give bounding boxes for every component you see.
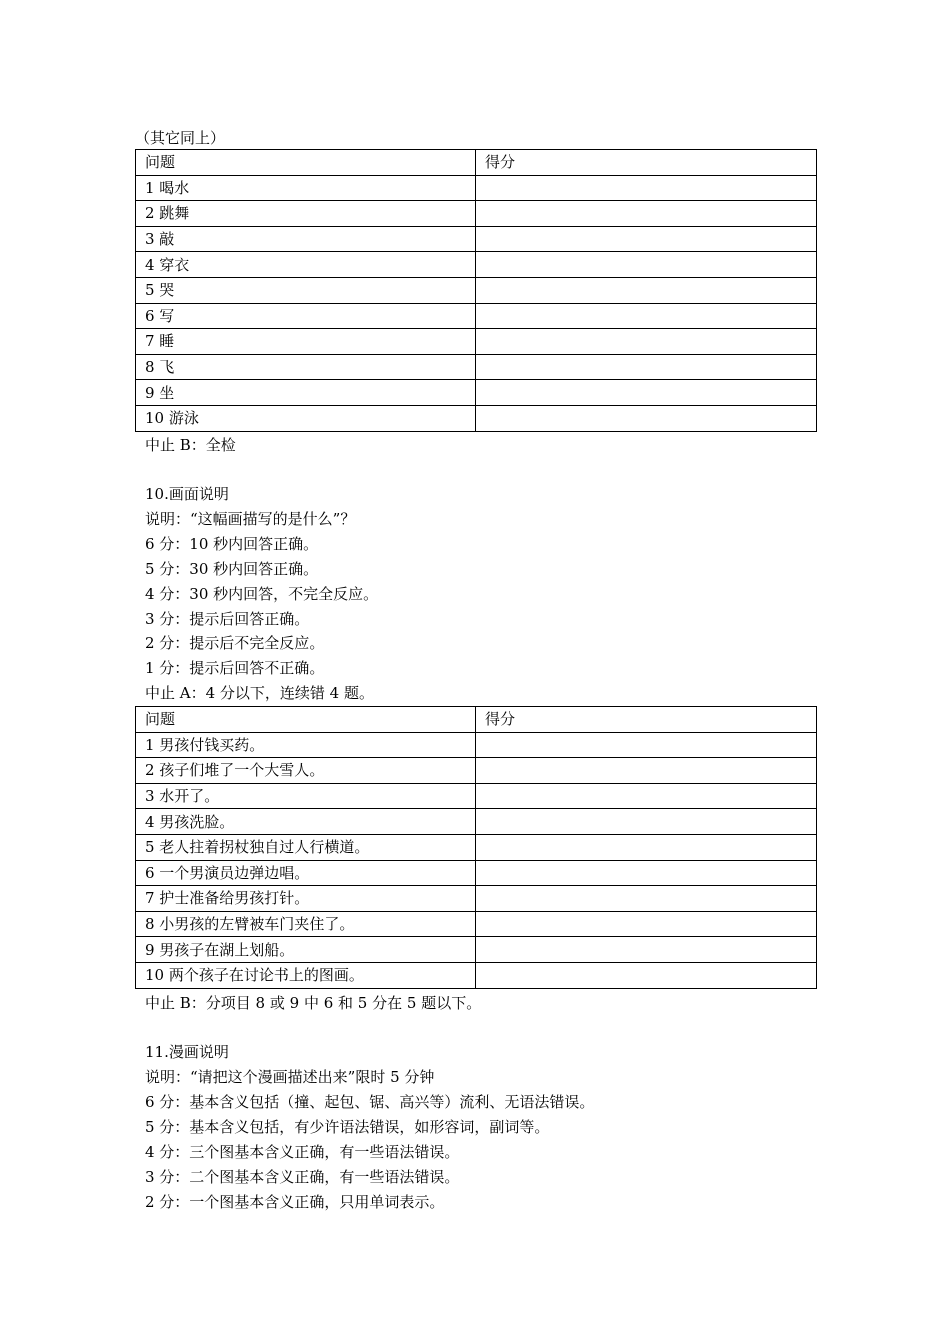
question-cell: 1 喝水 <box>136 175 476 201</box>
section10-stop-a: 中止 A：4 分以下，连续错 4 题。 <box>145 684 374 702</box>
section11-line: 3 分：二个图基本含义正确，有一些语法错误。 <box>145 1168 460 1186</box>
table-row <box>136 783 817 809</box>
header-question: 问题 <box>136 707 476 733</box>
table-header-row <box>136 150 817 176</box>
section10-line: 5 分：30 秒内回答正确。 <box>145 560 319 578</box>
section9-note: （其它同上） <box>135 129 226 147</box>
table-row <box>136 303 817 329</box>
question-cell: 5 哭 <box>136 277 476 303</box>
question-cell: 9 男孩子在湖上划船。 <box>136 937 476 963</box>
section11-title: 11.漫画说明 <box>145 1043 229 1061</box>
question-cell: 6 写 <box>136 303 476 329</box>
question-cell: 8 飞 <box>136 354 476 380</box>
section11-line: 5 分：基本含义包括，有少许语法错误，如形容词，副词等。 <box>145 1118 550 1136</box>
score-cell[interactable] <box>476 937 817 963</box>
question-cell: 3 敲 <box>136 226 476 252</box>
section11-line: 4 分：三个图基本含义正确，有一些语法错误。 <box>145 1143 460 1161</box>
table-row <box>136 380 817 406</box>
section10-stop-b: 中止 B：分项目 8 或 9 中 6 和 5 分在 5 题以下。 <box>145 994 482 1012</box>
score-cell[interactable] <box>476 732 817 758</box>
table-row <box>136 886 817 912</box>
section10-line: 说明：“这幅画描写的是什么”？ <box>145 510 356 528</box>
question-cell: 7 睡 <box>136 329 476 355</box>
table-row <box>136 329 817 355</box>
question-cell: 3 水开了。 <box>136 783 476 809</box>
score-cell[interactable] <box>476 911 817 937</box>
table-row <box>136 201 817 227</box>
question-cell: 4 穿衣 <box>136 252 476 278</box>
question-cell: 4 男孩洗脸。 <box>136 809 476 835</box>
score-cell[interactable] <box>476 405 817 431</box>
section10-line: 1 分：提示后回答不正确。 <box>145 659 325 677</box>
table-row <box>136 860 817 886</box>
section9-score-table <box>135 149 817 432</box>
section9-stop-b: 中止 B：全检 <box>145 436 236 454</box>
score-cell[interactable] <box>476 354 817 380</box>
table-row <box>136 252 817 278</box>
header-question: 问题 <box>136 150 476 176</box>
score-cell[interactable] <box>476 175 817 201</box>
score-cell[interactable] <box>476 962 817 988</box>
question-cell: 7 护士准备给男孩打针。 <box>136 886 476 912</box>
question-cell: 8 小男孩的左臂被车门夹住了。 <box>136 911 476 937</box>
section10-line: 3 分：提示后回答正确。 <box>145 610 310 628</box>
score-cell[interactable] <box>476 329 817 355</box>
table-row <box>136 834 817 860</box>
table-row <box>136 226 817 252</box>
table-row <box>136 354 817 380</box>
table-row <box>136 911 817 937</box>
score-cell[interactable] <box>476 758 817 784</box>
score-cell[interactable] <box>476 201 817 227</box>
question-cell: 10 两个孩子在讨论书上的图画。 <box>136 962 476 988</box>
score-cell[interactable] <box>476 303 817 329</box>
section10-score-table <box>135 706 817 989</box>
header-score: 得分 <box>476 707 817 733</box>
table-row <box>136 809 817 835</box>
table-row <box>136 962 817 988</box>
score-cell[interactable] <box>476 226 817 252</box>
table-row <box>136 732 817 758</box>
table-row <box>136 175 817 201</box>
section11-line: 2 分：一个图基本含义正确，只用单词表示。 <box>145 1193 445 1211</box>
score-cell[interactable] <box>476 380 817 406</box>
table-row <box>136 277 817 303</box>
section10-line: 4 分：30 秒内回答，不完全反应。 <box>145 585 379 603</box>
question-cell: 6 一个男演员边弹边唱。 <box>136 860 476 886</box>
section11-line: 说明：“请把这个漫画描述出来”限时 5 分钟 <box>145 1068 435 1086</box>
table-row <box>136 405 817 431</box>
score-cell[interactable] <box>476 277 817 303</box>
section10-title: 10.画面说明 <box>145 485 229 503</box>
question-cell: 2 跳舞 <box>136 201 476 227</box>
table-row <box>136 937 817 963</box>
question-cell: 2 孩子们堆了一个大雪人。 <box>136 758 476 784</box>
score-cell[interactable] <box>476 252 817 278</box>
question-cell: 9 坐 <box>136 380 476 406</box>
section10-line: 6 分：10 秒内回答正确。 <box>145 535 319 553</box>
section10-line: 2 分：提示后不完全反应。 <box>145 634 325 652</box>
score-cell[interactable] <box>476 860 817 886</box>
section11-line: 6 分：基本含义包括（撞、起包、锯、高兴等）流利、无语法错误。 <box>145 1093 595 1111</box>
table-row <box>136 758 817 784</box>
score-cell[interactable] <box>476 886 817 912</box>
question-cell: 10 游泳 <box>136 405 476 431</box>
score-cell[interactable] <box>476 783 817 809</box>
table-header-row <box>136 707 817 733</box>
score-cell[interactable] <box>476 834 817 860</box>
header-score: 得分 <box>476 150 817 176</box>
question-cell: 1 男孩付钱买药。 <box>136 732 476 758</box>
score-cell[interactable] <box>476 809 817 835</box>
question-cell: 5 老人拄着拐杖独自过人行横道。 <box>136 834 476 860</box>
